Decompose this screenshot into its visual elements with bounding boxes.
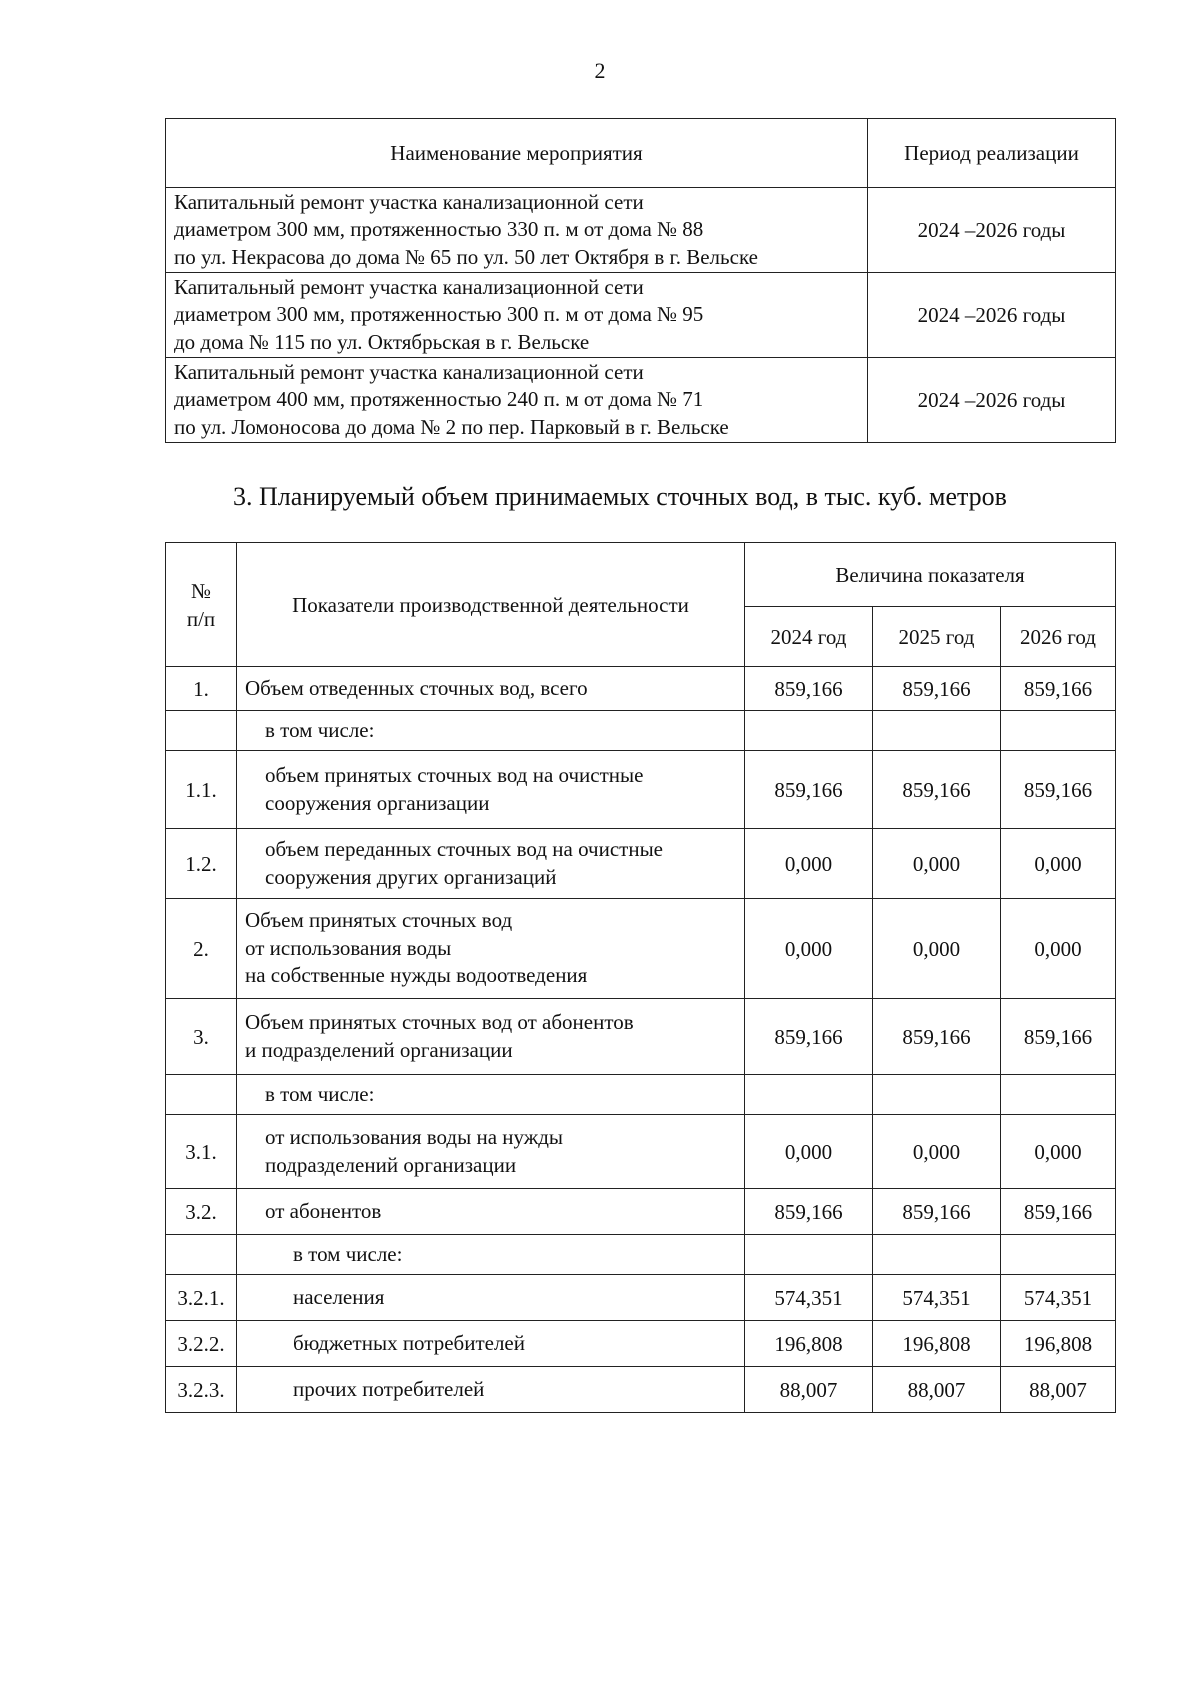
- row-indicator: объем переданных сточных вод на очистные сооружения других организаций: [237, 829, 745, 899]
- page-number: 2: [594, 58, 606, 83]
- events-row: [166, 358, 1116, 443]
- row-value: [1001, 711, 1116, 751]
- row-value: 859,166: [745, 1189, 873, 1235]
- row-value: [1001, 1075, 1116, 1115]
- volume-table: [165, 542, 1116, 1413]
- row-value: 859,166: [1001, 751, 1116, 829]
- row-value: 196,808: [1001, 1321, 1116, 1367]
- row-indicator: Объем принятых сточных вод от абонентов и подразделений организации: [237, 999, 745, 1075]
- row-value: 859,166: [1001, 667, 1116, 711]
- row-num: 3.1.: [166, 1115, 237, 1189]
- table-row: [166, 899, 1116, 999]
- row-value: 574,351: [1001, 1275, 1116, 1321]
- row-value: 859,166: [1001, 999, 1116, 1075]
- table-row: [166, 667, 1116, 711]
- row-value: 0,000: [873, 899, 1001, 999]
- table-row: [166, 1275, 1116, 1321]
- row-num: [166, 711, 237, 751]
- row-value: 859,166: [873, 751, 1001, 829]
- row-value: 859,166: [873, 999, 1001, 1075]
- row-value: 0,000: [873, 829, 1001, 899]
- row-value: [745, 1075, 873, 1115]
- volume-header-row: [166, 543, 1116, 607]
- row-indicator: прочих потребителей: [237, 1367, 745, 1413]
- row-indicator: в том числе:: [237, 711, 745, 751]
- table-row: [166, 829, 1116, 899]
- row-num: [166, 1235, 237, 1275]
- row-value: 859,166: [745, 751, 873, 829]
- table-row: [166, 1189, 1116, 1235]
- row-value: 859,166: [745, 999, 873, 1075]
- row-num: 2.: [166, 899, 237, 999]
- row-indicator: населения: [237, 1275, 745, 1321]
- row-num: 3.2.2.: [166, 1321, 237, 1367]
- row-value: 859,166: [873, 1189, 1001, 1235]
- header-indicator: Показатели производственной деятельности: [237, 543, 745, 667]
- row-value: [873, 1235, 1001, 1275]
- row-indicator: в том числе:: [237, 1235, 745, 1275]
- row-num: 3.2.: [166, 1189, 237, 1235]
- events-row: [166, 188, 1116, 273]
- row-indicator: Объем принятых сточных вод от использования воды на собственные нужды водоотведения: [237, 899, 745, 999]
- row-value: 859,166: [745, 667, 873, 711]
- section-title: 3. Планируемый объем принимаемых сточных вод, в тыс. куб. метров: [233, 482, 1007, 511]
- row-indicator: Объем отведенных сточных вод, всего: [237, 667, 745, 711]
- row-value: 0,000: [873, 1115, 1001, 1189]
- row-value: 196,808: [873, 1321, 1001, 1367]
- events-header-row: [166, 119, 1116, 188]
- table-row: [166, 1367, 1116, 1413]
- events-header-name: Наименование мероприятия: [166, 119, 868, 188]
- row-value: 859,166: [873, 667, 1001, 711]
- row-value: 88,007: [745, 1367, 873, 1413]
- row-num: 3.: [166, 999, 237, 1075]
- events-row: [166, 273, 1116, 358]
- row-indicator: от использования воды на нужды подразделений организации: [237, 1115, 745, 1189]
- header-value-group: Величина показателя: [745, 543, 1116, 607]
- row-value: 88,007: [1001, 1367, 1116, 1413]
- table-row: [166, 1235, 1116, 1275]
- row-indicator: в том числе:: [237, 1075, 745, 1115]
- row-value: 0,000: [1001, 899, 1116, 999]
- row-num: 1.: [166, 667, 237, 711]
- row-indicator: бюджетных потребителей: [237, 1321, 745, 1367]
- table-row: [166, 999, 1116, 1075]
- row-num: [166, 1075, 237, 1115]
- event-name: Капитальный ремонт участка канализационной сети диаметром 300 мм, протяженностью 330 п. м от дома № 88 по ул. Некрасова до дома № 65 по ул. 50 лет Октября в г. Вельске: [166, 188, 868, 273]
- table-row: [166, 711, 1116, 751]
- row-num: 3.2.3.: [166, 1367, 237, 1413]
- row-value: 0,000: [1001, 829, 1116, 899]
- event-name: Капитальный ремонт участка канализационной сети диаметром 300 мм, протяженностью 300 п. м от дома № 95 до дома № 115 по ул. Октябрьская в г. Вельске: [166, 273, 868, 358]
- row-value: 0,000: [1001, 1115, 1116, 1189]
- row-value: [873, 711, 1001, 751]
- row-value: 88,007: [873, 1367, 1001, 1413]
- event-period: 2024 –2026 годы: [868, 273, 1116, 358]
- row-value: 859,166: [1001, 1189, 1116, 1235]
- row-num: 1.1.: [166, 751, 237, 829]
- header-year: 2026 год: [1001, 607, 1116, 667]
- table-row: [166, 1075, 1116, 1115]
- table-row: [166, 1115, 1116, 1189]
- header-num: № п/п: [166, 543, 237, 667]
- events-table: [165, 118, 1116, 443]
- event-period: 2024 –2026 годы: [868, 188, 1116, 273]
- header-year: 2025 год: [873, 607, 1001, 667]
- row-value: 0,000: [745, 829, 873, 899]
- row-value: [873, 1075, 1001, 1115]
- row-value: [1001, 1235, 1116, 1275]
- event-name: Капитальный ремонт участка канализационной сети диаметром 400 мм, протяженностью 240 п. м от дома № 71 по ул. Ломоносова до дома № 2 по пер. Парковый в г. Вельске: [166, 358, 868, 443]
- row-indicator: от абонентов: [237, 1189, 745, 1235]
- row-value: 574,351: [873, 1275, 1001, 1321]
- row-value: 574,351: [745, 1275, 873, 1321]
- row-num: 1.2.: [166, 829, 237, 899]
- events-header-period: Период реализации: [868, 119, 1116, 188]
- event-period: 2024 –2026 годы: [868, 358, 1116, 443]
- row-value: [745, 1235, 873, 1275]
- header-year: 2024 год: [745, 607, 873, 667]
- table-row: [166, 751, 1116, 829]
- row-num: 3.2.1.: [166, 1275, 237, 1321]
- row-value: 196,808: [745, 1321, 873, 1367]
- row-value: [745, 711, 873, 751]
- table-row: [166, 1321, 1116, 1367]
- row-indicator: объем принятых сточных вод на очистные сооружения организации: [237, 751, 745, 829]
- row-value: 0,000: [745, 899, 873, 999]
- row-value: 0,000: [745, 1115, 873, 1189]
